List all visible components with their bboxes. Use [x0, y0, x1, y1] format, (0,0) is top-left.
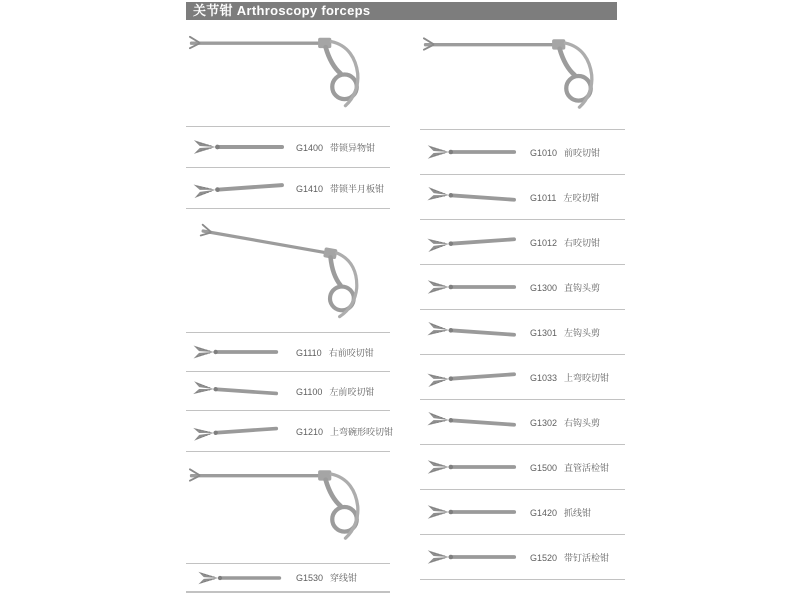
product-name: 右钩头剪: [564, 417, 601, 428]
forceps-illustration-icon: [188, 458, 386, 558]
product-code: G1110: [296, 347, 322, 358]
product-code: G1011: [530, 192, 557, 203]
product-row: [186, 333, 390, 372]
product-name: 直管活检钳: [564, 462, 610, 473]
product-label: [296, 571, 357, 584]
arthroscopy-forceps-photo: [186, 24, 390, 127]
jaw-icon: [188, 342, 280, 362]
jaw-icon: [421, 229, 518, 256]
product-label: [296, 425, 393, 438]
forceps-illustration-icon: [188, 28, 386, 123]
product-label: [296, 141, 375, 154]
jaw-icon: [421, 364, 518, 391]
product-row: [420, 310, 625, 355]
product-code: G1100: [296, 386, 323, 397]
forceps-illustration-icon: [186, 209, 390, 333]
forceps-jaw-photo: [186, 342, 296, 362]
forceps-jaw-photo: [420, 457, 530, 477]
product-name: 带钉活检钳: [564, 552, 610, 563]
product-row: [420, 265, 625, 310]
forceps-jaw-photo: [420, 142, 530, 162]
product-name: 右前咬切钳: [328, 347, 374, 358]
product-code: G1420: [530, 507, 558, 518]
product-row: [186, 411, 394, 452]
product-code: G1301: [530, 327, 558, 338]
jaw-icon: [421, 408, 518, 435]
product-label: [296, 182, 384, 195]
forceps-jaw-photo: [420, 502, 530, 522]
product-code: G1302: [530, 417, 558, 428]
jaw-icon: [187, 377, 280, 403]
product-code: G1300: [530, 282, 558, 293]
forceps-jaw-photo: [420, 547, 530, 567]
product-code: G1520: [530, 552, 558, 563]
forceps-jaw-photo: [185, 417, 296, 445]
product-row: [420, 490, 625, 535]
product-code: G1500: [530, 462, 558, 473]
product-label: [530, 461, 609, 474]
product-row: [420, 130, 625, 175]
product-code: G1400: [296, 142, 324, 153]
jaw-icon: [421, 318, 518, 345]
product-row: [420, 535, 625, 580]
product-row: [420, 400, 625, 445]
product-name: 带锁异物钳: [330, 142, 376, 153]
product-code: G1410: [296, 183, 324, 194]
arthroscopy-forceps-photo: [186, 452, 390, 564]
jaw-icon: [187, 175, 286, 202]
catalog-column-right: [420, 24, 625, 580]
product-label: [296, 346, 374, 359]
arthroscopy-forceps-photo: [420, 24, 625, 130]
product-row: [420, 175, 625, 220]
product-label: [530, 551, 609, 564]
product-name: 带锁半月板钳: [330, 183, 385, 194]
product-label: [530, 236, 600, 249]
product-row: [186, 564, 390, 593]
product-label: [530, 371, 609, 384]
product-label: [530, 281, 600, 294]
product-name: 抓线钳: [564, 507, 592, 518]
product-name: 前咬切钳: [564, 147, 601, 158]
product-name: 左咬切钳: [563, 192, 600, 203]
product-code: G1210: [296, 426, 324, 437]
arthroscopy-forceps-photo: [186, 209, 390, 333]
product-name: 直钩头剪: [564, 282, 601, 293]
forceps-jaw-photo: [419, 363, 530, 391]
product-label: [530, 191, 599, 204]
product-name: 左钩头剪: [564, 327, 601, 338]
product-code: G1530: [296, 573, 324, 583]
product-row: [186, 168, 390, 209]
product-row: [186, 372, 390, 411]
jaw-icon: [422, 547, 518, 567]
product-code: G1033: [530, 372, 558, 383]
jaw-icon: [422, 457, 518, 477]
forceps-jaw-photo: [186, 569, 296, 587]
product-label: [530, 416, 600, 429]
forceps-jaw-photo: [185, 377, 296, 405]
product-label: [296, 385, 374, 398]
product-name: 左前咬切钳: [329, 386, 375, 397]
jaw-icon: [422, 142, 518, 162]
forceps-jaw-photo: [419, 318, 530, 346]
product-label: [530, 506, 591, 519]
jaw-icon: [422, 277, 518, 297]
page-title: 关节钳 Arthroscopy forceps: [193, 3, 371, 18]
forceps-jaw-photo: [419, 228, 530, 256]
catalog-column-left: [186, 24, 394, 593]
section-header: [186, 2, 617, 20]
product-name: 穿线钳: [330, 573, 358, 583]
jaw-icon: [187, 418, 280, 444]
product-row: [420, 445, 625, 490]
product-name: 上弯咬切钳: [564, 372, 610, 383]
forceps-jaw-photo: [185, 174, 296, 202]
jaw-icon: [422, 502, 518, 522]
product-code: G1010: [530, 147, 558, 158]
forceps-jaw-photo: [419, 408, 530, 436]
jaw-icon: [421, 183, 518, 210]
product-row: [420, 355, 625, 400]
product-label: [530, 146, 600, 159]
product-code: G1012: [530, 237, 558, 248]
product-label: [530, 326, 600, 339]
jaw-icon: [188, 137, 286, 157]
forceps-jaw-photo: [419, 183, 530, 211]
jaw-icon: [188, 569, 288, 587]
forceps-jaw-photo: [420, 277, 530, 297]
forceps-jaw-photo: [186, 137, 296, 157]
forceps-illustration-icon: [422, 29, 620, 125]
product-row: [186, 127, 390, 168]
product-row: [420, 220, 625, 265]
product-name: 右咬切钳: [564, 237, 601, 248]
product-name: 上弯碗形咬切钳: [330, 426, 394, 437]
